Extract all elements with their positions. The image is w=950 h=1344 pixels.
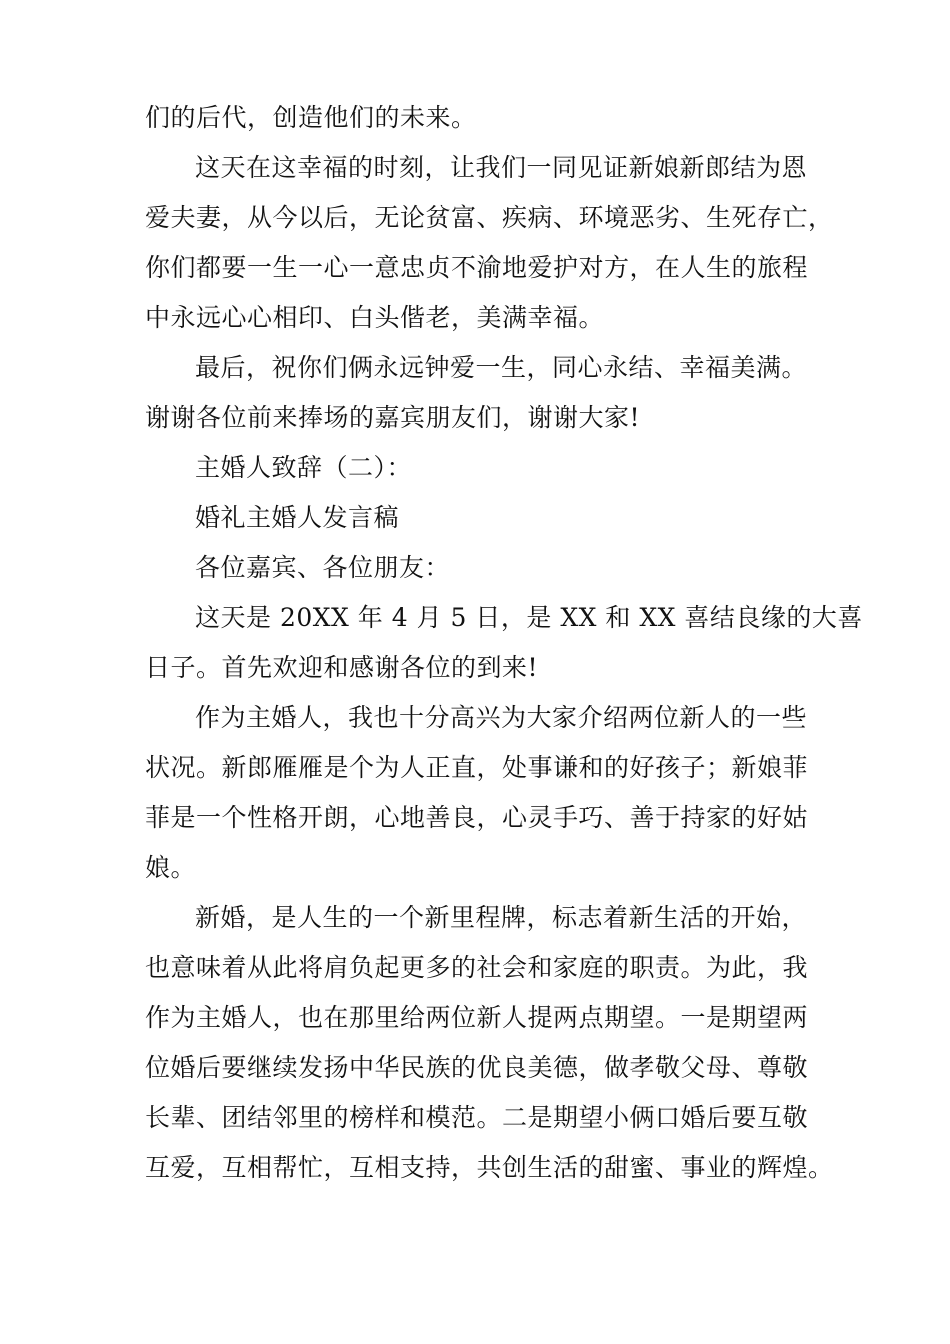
text-line: 爱夫妻，从今以后，无论贫富、疾病、环境恶劣、生死存亡， [145,203,834,232]
text-line: 日子。首先欢迎和感谢各位的到来! [145,653,539,682]
speech-title: 婚礼主婚人发言稿 [195,503,400,532]
text-line: 这天在这幸福的时刻，让我们一同见证新娘新郎结为恩 [195,153,808,182]
text-line: 谢谢各位前来捧场的嘉宾朋友们，谢谢大家! [145,403,641,432]
text-line: 也意味着从此将肩负起更多的社会和家庭的职责。为此，我 [145,953,809,982]
text-line: 新婚，是人生的一个新里程牌，标志着新生活的开始， [195,903,808,932]
text-line: 作为主婚人，我也十分高兴为大家介绍两位新人的一些 [195,703,808,732]
text-line: 娘。 [145,853,197,882]
text-line: 互爱，互相帮忙，互相支持，共创生活的甜蜜、事业的辉煌。 [145,1153,834,1182]
text-line: 这天是 20XX 年 4 月 5 日，是 XX 和 XX 喜结良缘的大喜 [195,603,863,632]
text-line: 长辈、团结邻里的榜样和模范。二是期望小俩口婚后要互敬 [145,1103,809,1132]
text-line: 你们都要一生一心一意忠贞不渝地爱护对方，在人生的旅程 [145,253,809,282]
text-line: 菲是一个性格开朗，心地善良，心灵手巧、善于持家的好姑 [145,803,809,832]
text-line: 最后，祝你们俩永远钟爱一生，同心永结、幸福美满。 [195,353,808,382]
section-heading: 主婚人致辞（二）： [195,453,413,482]
text-line: 作为主婚人，也在那里给两位新人提两点期望。一是期望两 [145,1003,809,1032]
salutation: 各位嘉宾、各位朋友： [195,553,451,582]
text-line: 们的后代，创造他们的未来。 [145,103,477,132]
text-line: 位婚后要继续发扬中华民族的优良美德，做孝敬父母、尊敬 [145,1053,809,1082]
text-line: 中永远心心相印、白头偕老，美满幸福。 [145,303,605,332]
text-line: 状况。新郎雁雁是个为人正直，处事谦和的好孩子；新娘菲 [145,753,809,782]
